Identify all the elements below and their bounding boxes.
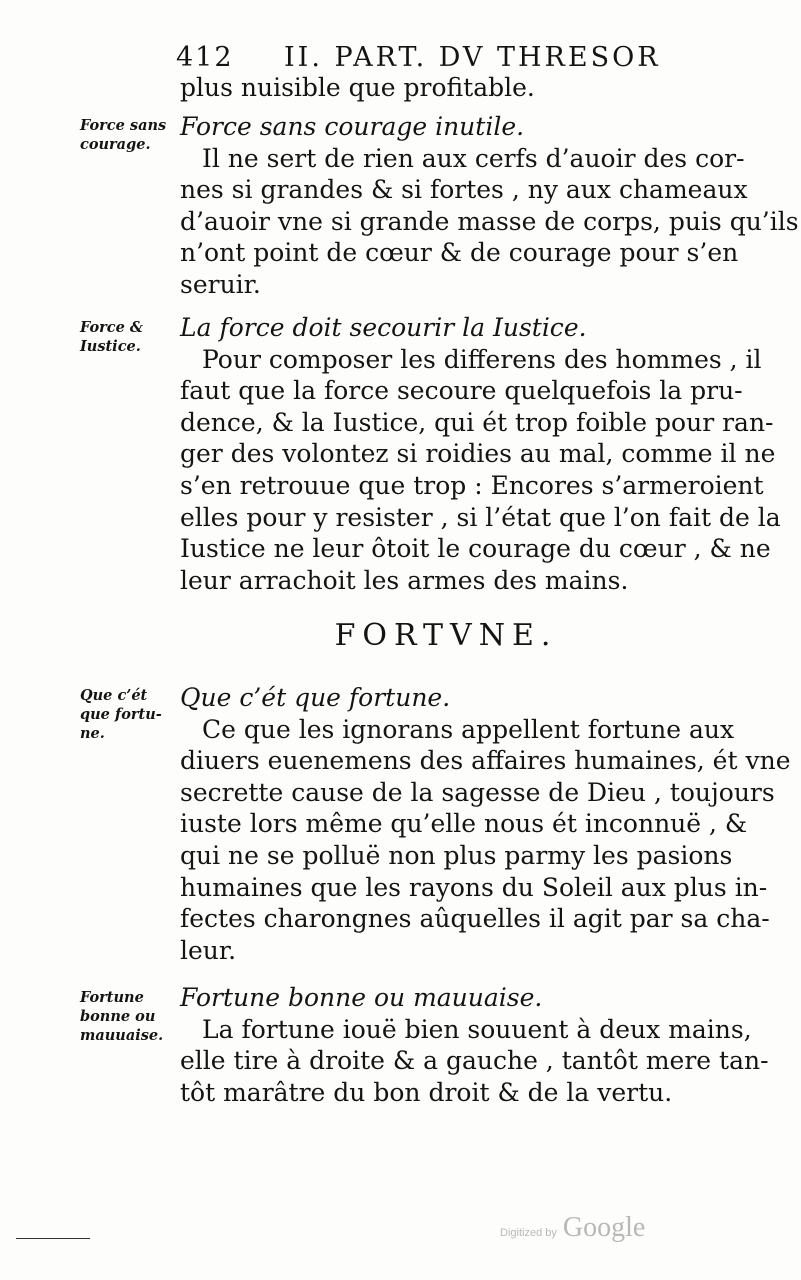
text-line: elle tire à droite & a gauche , tantôt mere tan- (180, 1046, 769, 1076)
text-line: elles pour y resister , si l’état que l’on fait de la (180, 502, 781, 532)
margin-note-line: Force & (80, 319, 144, 336)
paragraph-heading: Force sans courage inutile. (180, 112, 525, 141)
paragraph-heading: Que c’ét que fortune. (180, 683, 451, 712)
margin-note-line: Force sans (80, 117, 167, 134)
margin-note-que-cet-que-fortune (80, 686, 176, 743)
paragraph-heading: Fortune bonne ou mauuaise. (180, 983, 543, 1012)
margin-note-line: courage. (80, 136, 151, 153)
paragraph-force-sans-courage (180, 111, 799, 301)
running-head: II. PART. DV THRESOR (284, 42, 661, 73)
text-line: fectes charongnes aûquelles il agit par sa cha- (180, 904, 770, 934)
continuation-text (180, 72, 712, 104)
text-line: diuers euenemens des affaires humaines, ét vne (180, 746, 791, 776)
text-line: leur arrachoit les armes des mains. (180, 565, 629, 595)
digitized-watermark (500, 1212, 645, 1244)
paragraph-fortune-bonne-ou-mauuaise (180, 982, 769, 1108)
text-line: qui ne se polluë non plus parmy les pasions (180, 840, 733, 870)
text-line: leur. (180, 935, 237, 965)
margin-note-force-iustice (80, 318, 176, 356)
text-line: humaines que les rayons du Soleil aux plus in- (180, 872, 768, 902)
page-number: 412 (176, 42, 234, 73)
margin-note-line: ne. (80, 725, 105, 742)
text-line: dence, & la Iustice, qui ét trop foible pour ran- (180, 407, 774, 437)
paragraph-force-iustice (180, 312, 781, 596)
margin-note-line: mauuaise. (80, 1027, 164, 1044)
margin-note-line: Iustice. (80, 338, 141, 355)
margin-note-fortune-bonne-ou-mauuaise (80, 988, 176, 1045)
google-logo: Google (562, 1212, 646, 1243)
paragraph-que-cet-que-fortune (180, 682, 791, 966)
margin-note-line: Que c’ét (80, 687, 148, 704)
text-line: seruir. (180, 269, 261, 299)
text-line: n’ont point de cœur & de courage pour s’en (180, 238, 739, 268)
text-line: iuste lors même qu’elle nous ét inconnuë , & (180, 809, 748, 839)
text-line: d’auoir vne si grande masse de corps, puis qu’ils (180, 206, 799, 236)
text-line: plus nuisible que profitable. (180, 73, 535, 102)
section-title: FORTVNE. (334, 618, 558, 653)
margin-note-line: Fortune (80, 989, 144, 1006)
text-line: faut que la force secoure quelquefois la pru- (180, 376, 743, 406)
text-line: tôt marâtre du bon droit & de la vertu. (180, 1077, 673, 1107)
margin-note-line: que fortu- (80, 706, 162, 723)
watermark-prefix: Digitized by (500, 1227, 557, 1239)
bottom-rule (16, 1238, 90, 1239)
text-line: ger des volontez si roidies au mal, comme il ne (180, 439, 776, 469)
text-line: La fortune iouë bien souuent à deux mains, (202, 1014, 752, 1044)
text-line: Ce que les ignorans appellent fortune aux (202, 714, 735, 744)
text-line: Pour composer les differens des hommes , il (202, 344, 762, 374)
text-line: secrette cause de la sagesse de Dieu , toujours (180, 777, 775, 807)
text-line: Iustice ne leur ôtoit le courage du cœur , & ne (180, 534, 771, 564)
text-line: Il ne sert de rien aux cerfs d’auoir des cor- (202, 143, 745, 173)
paragraph-heading: La force doit secourir la Iustice. (180, 313, 587, 342)
text-line: s’en retrouue que trop : Encores s’armeroient (180, 470, 764, 500)
margin-note-force-sans-courage (80, 116, 176, 154)
text-line: nes si grandes & si fortes , ny aux chameaux (180, 175, 748, 205)
margin-note-line: bonne ou (80, 1008, 156, 1025)
